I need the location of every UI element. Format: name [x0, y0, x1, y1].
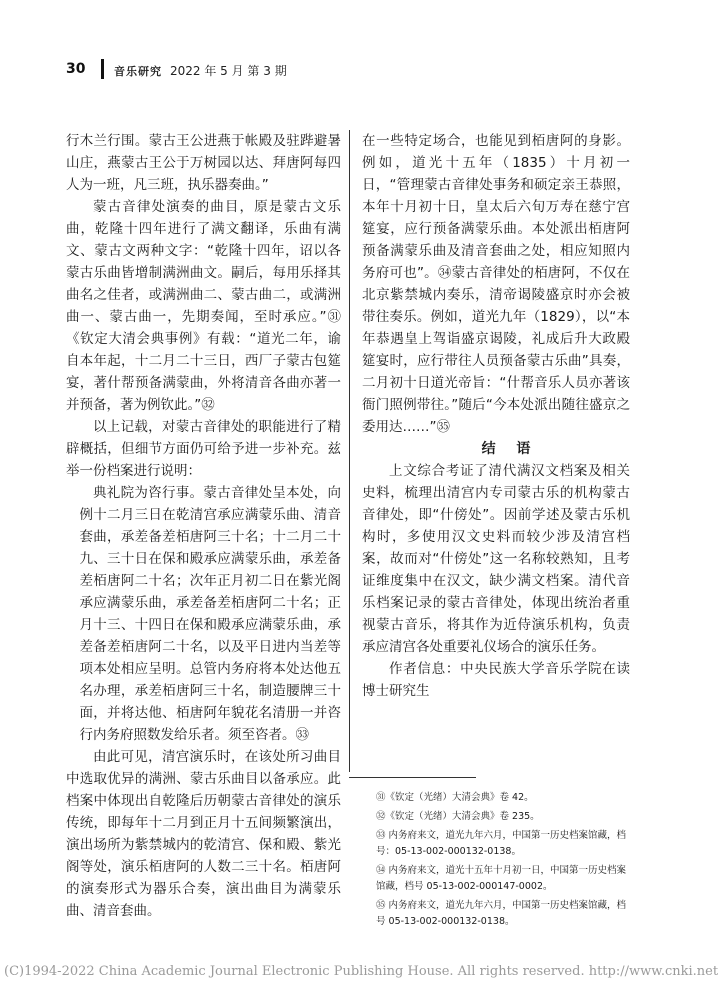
- paragraph: 以上记载，对蒙古音律处的职能进行了精辟概括，但细节方面仍可给予进一步补充。兹举一份档案进行说明：: [66, 419, 341, 479]
- block-quote: 典礼院为咨行事。蒙古音律处呈本处，向例十二月三日在乾清宫承应满蒙乐曲、清音套曲，承差备差栢唐阿三十名；十二月二十九、三十日在保和殿承应满蒙乐曲，承差备差栢唐阿二十名；次年正月初二日在紫光阁承应满蒙乐曲，承差备差栢唐阿二十名；正月十三、十四日在保和殿承应满蒙乐曲，承差备差栢唐阿二十名，以及平日进内当差等项本处相应呈明。总管内务府将本处达他五名办理，承差栢唐阿三十名，制造腰牌三十面，并将达他、栢唐阿年貌花名清册一并咨行内务府照数发给乐者。须至咨者。㉝: [79, 485, 341, 743]
- footnotes: [362, 790, 632, 933]
- footnote-rule: [349, 777, 476, 778]
- issue-info: 2022 年 5 月 第 3 期: [170, 64, 287, 78]
- footnote: ㉛《钦定（光绪）大清会典》卷 42。: [376, 792, 534, 803]
- left-column: [66, 130, 341, 922]
- footnote: ㉜《钦定（光绪）大清会典》卷 235。: [376, 811, 540, 822]
- paragraph: 行木兰行围。蒙古王公进燕于帐殿及驻跸避暑山庄，燕蒙古王公于万树园以达、拜唐阿每四人为一班，凡三班，执乐器奏曲。”: [66, 133, 341, 193]
- footnote: ㉞ 内务府来文，道光十五年十月初一日，中国第一历史档案馆藏，档号 05-13-002-000147-0002。: [376, 865, 627, 892]
- footnote: ㉝ 内务府来文，道光九年六月，中国第一历史档案馆藏，档号：05-13-002-000132-0138。: [376, 830, 627, 857]
- paragraph: 蒙古音律处演奏的曲目，原是蒙古文乐曲，乾隆十四年进行了满文翻译，乐曲有满文、蒙古文两种文字：“乾隆十四年，诏以各蒙古乐曲皆增制满洲曲文。嗣后，每用乐择其曲名之佳者，或满洲曲二、蒙古曲二，或满洲曲一、蒙古曲一，先期奏闻，至时承应。”㉛《钦定大清会典事例》有载：“道光二年，谕自本年起，十二月二十三日，西厂子蒙古包筵宴，著什帮预备满蒙曲，外将清音各曲亦著一并预备，著为例钦此。”㉜: [66, 199, 341, 413]
- paragraph: 由此可见，清宫演乐时，在该处所习曲目中选取优异的满洲、蒙古乐曲目以备承应。此档案中体现出自乾隆后历朝蒙古音律处的演乐传统，即每年十二月到正月十五间频繁演出，演出场所为紫禁城内的乾清宫、保和殿、紫光阁等处，演乐栢唐阿的人数二三十名。栢唐阿的演奏形式为器乐合奏，演出曲目为满蒙乐曲、清音套曲。: [66, 749, 341, 919]
- right-column: [362, 130, 630, 702]
- section-heading: 结 语: [481, 441, 539, 457]
- paragraph: 上文综合考证了清代满汉文档案及相关史料，梳理出清宫内专司蒙古乐的机构蒙古音律处，即“什傍处”。因前学述及蒙古乐机构时，多使用汉文史料而较少涉及清宫档案，故而对“什傍处”这一名称较熟知，且考证维度集中在汉文，缺少满文档案。清代音乐档案记录的蒙古音律处，体现出统治者重视蒙古音乐，将其作为近侍演乐机构，负责承应清宫各处重要礼仪场合的演乐任务。: [362, 463, 630, 655]
- journal-name: 音乐研究: [114, 65, 162, 78]
- paragraph: 在一些特定场合，也能见到栢唐阿的身影。例如，道光十五年（1835）十月初一日，“管理蒙古音律处事务和硕定亲王恭照，本年十月初十日，皇太后六旬万寿在慈宁宫筵宴，应行预备满蒙乐曲。本处派出栢唐阿预备满蒙乐曲及清音套曲之处，相应知照内务府可也”。㉞蒙古音律处的栢唐阿，不仅在北京紫禁城内奏乐，清帝谒陵盛京时亦会被带往奏乐。例如，道光九年（1829），以“本年恭遇皇上驾诣盛京谒陵，礼成后升大政殿筵宴时，应行带往人员预备蒙古乐曲”具奏，二月初十日道光帝旨：“什帮音乐人员亦著该衙门照例带往。”随后“今本处派出随往盛京之委用达……”㉟: [362, 133, 630, 435]
- copyright-notice: (C)1994-2022 China Academic Journal Electronic Publishing House. All rights reserved. http://www.cnki.net: [4, 964, 719, 979]
- author-info: 作者信息：中央民族大学音乐学院在读博士研究生: [362, 661, 630, 699]
- column-divider: [349, 130, 350, 772]
- footnote: ㉟ 内务府来文，道光九年六月，中国第一历史档案馆藏，档号 05-13-002-000132-0138。: [376, 900, 627, 927]
- page-number: 30: [66, 61, 86, 77]
- header-divider: [101, 59, 104, 79]
